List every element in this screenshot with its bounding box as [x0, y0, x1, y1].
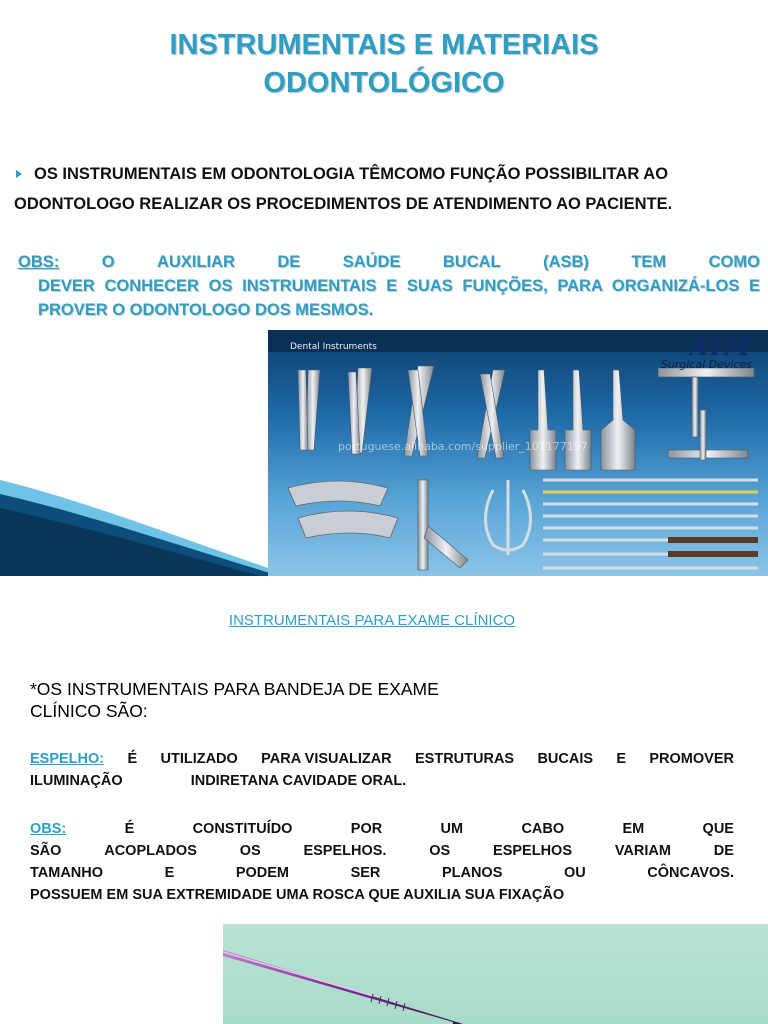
bullet-paragraph: [14, 160, 754, 218]
obs-2-word: PLANOS: [441, 865, 503, 881]
bullet-line-2: ODONTOLOGO REALIZAR OS PROCEDIMENTOS DE ATENDIMENTO AO PACIENTE.: [14, 195, 673, 213]
obs-2-word: SÃO: [30, 843, 62, 859]
brand-logo: [660, 332, 752, 371]
espelho-word: É: [127, 751, 138, 767]
obs-rest: DEVER CONHECER OS INSTRUMENTAIS E SUAS FUNÇÕES, PARA ORGANIZÁ-LOS E PROVER O ODONTOLOGO DOS MESMOS.: [38, 277, 760, 319]
obs-paragraph: [18, 250, 760, 322]
obs-2-word: É: [124, 821, 135, 837]
section-heading: [30, 678, 550, 722]
obs-word: COMO: [708, 253, 760, 271]
espelho-word: PROMOVER: [649, 751, 734, 767]
obs-label: OBS:: [18, 253, 60, 271]
espelho-word: E: [616, 751, 627, 767]
obs-2-word: UM: [440, 821, 464, 837]
espelho-word: ESTRUTURAS: [415, 751, 515, 767]
brand-tagline: Surgical Devices: [660, 358, 752, 371]
slide-title: [0, 26, 768, 102]
heading-line-1: *OS INSTRUMENTAIS PARA BANDEJA DE EXAME: [30, 679, 439, 699]
obs-2-row-1: [30, 818, 734, 840]
mirror-handle-illustration: [223, 924, 768, 1024]
obs-2-word: OS: [429, 843, 451, 859]
espelho-row-2: [30, 770, 734, 792]
obs-2-word: CÔNCAVOS.: [647, 865, 734, 881]
espelho-word: PARA VISUALIZAR: [261, 751, 392, 767]
espelho-word: BUCAIS: [537, 751, 594, 767]
espelho-paragraph: [30, 748, 734, 792]
obs-2-word: ACOPLADOS: [104, 843, 197, 859]
obs-2-row-2: [30, 840, 734, 862]
obs-2-word: CONSTITUÍDO: [192, 821, 293, 837]
espelho-line-2-a: ILUMINAÇÃO: [30, 773, 123, 789]
obs-word: TEM: [631, 253, 667, 271]
obs-word: SAÚDE: [342, 253, 401, 271]
title-line-2: ODONTOLÓGICO: [263, 67, 505, 99]
obs-2-word: E: [164, 865, 175, 881]
panel-label: Dental Instruments: [290, 342, 377, 352]
obs-2-word: POR: [350, 821, 383, 837]
obs-2-word: ESPELHOS.: [303, 843, 387, 859]
obs-2-word: TAMANHO: [30, 865, 104, 881]
image-watermark: portuguese.alibaba.com/supplier_101177197: [338, 440, 588, 453]
dental-instruments-photo: [268, 330, 768, 576]
slide-subtitle: INSTRUMENTAIS PARA EXAME CLÍNICO: [228, 612, 516, 629]
brand-name: AIM: [689, 332, 752, 361]
obs-word: BUCAL: [442, 253, 501, 271]
dental-mirror-photo: [223, 924, 768, 1024]
heading-line-2: CLÍNICO SÃO:: [30, 701, 148, 721]
obs-2-label: OBS:: [30, 821, 67, 837]
obs-2-word: EM: [622, 821, 645, 837]
obs-word: O: [101, 253, 115, 271]
obs-2-word: CABO: [521, 821, 565, 837]
obs-2-word: QUE: [702, 821, 734, 837]
espelho-row-1: [30, 748, 734, 770]
title-line-1: INSTRUMENTAIS E MATERIAIS: [169, 29, 599, 61]
obs-2-word: ESPELHOS: [493, 843, 573, 859]
obs-2-word: OS: [239, 843, 261, 859]
espelho-line-2-b: INDIRETANA CAVIDADE ORAL.: [190, 773, 407, 789]
slide-2: [0, 576, 768, 1024]
obs-2-word: VARIAM: [614, 843, 671, 859]
obs-2-row-3: [30, 862, 734, 884]
obs-2-word: OU: [563, 865, 586, 881]
obs-2-word: PODEM: [235, 865, 289, 881]
bullet-line-1: OS INSTRUMENTAIS EM ODONTOLOGIA TÊMCOMO FUNÇÃO POSSIBILITAR AO: [34, 165, 669, 183]
obs-word: DE: [277, 253, 301, 271]
obs-2-word: DE: [713, 843, 734, 859]
decorative-wave: [0, 450, 280, 576]
espelho-label: ESPELHO:: [30, 751, 105, 767]
obs-word: (ASB): [543, 253, 589, 271]
obs-row-1: [18, 250, 760, 274]
espelho-word: UTILIZADO: [160, 751, 238, 767]
obs-2-row-4: POSSUEM EM SUA EXTREMIDADE UMA ROSCA QUE AUXILIA SUA FIXAÇÃO: [30, 887, 565, 903]
obs-2-paragraph: [30, 818, 734, 906]
bullet-arrow-icon: [16, 170, 22, 178]
obs-2-word: SER: [350, 865, 381, 881]
obs-word: AUXILIAR: [156, 253, 235, 271]
